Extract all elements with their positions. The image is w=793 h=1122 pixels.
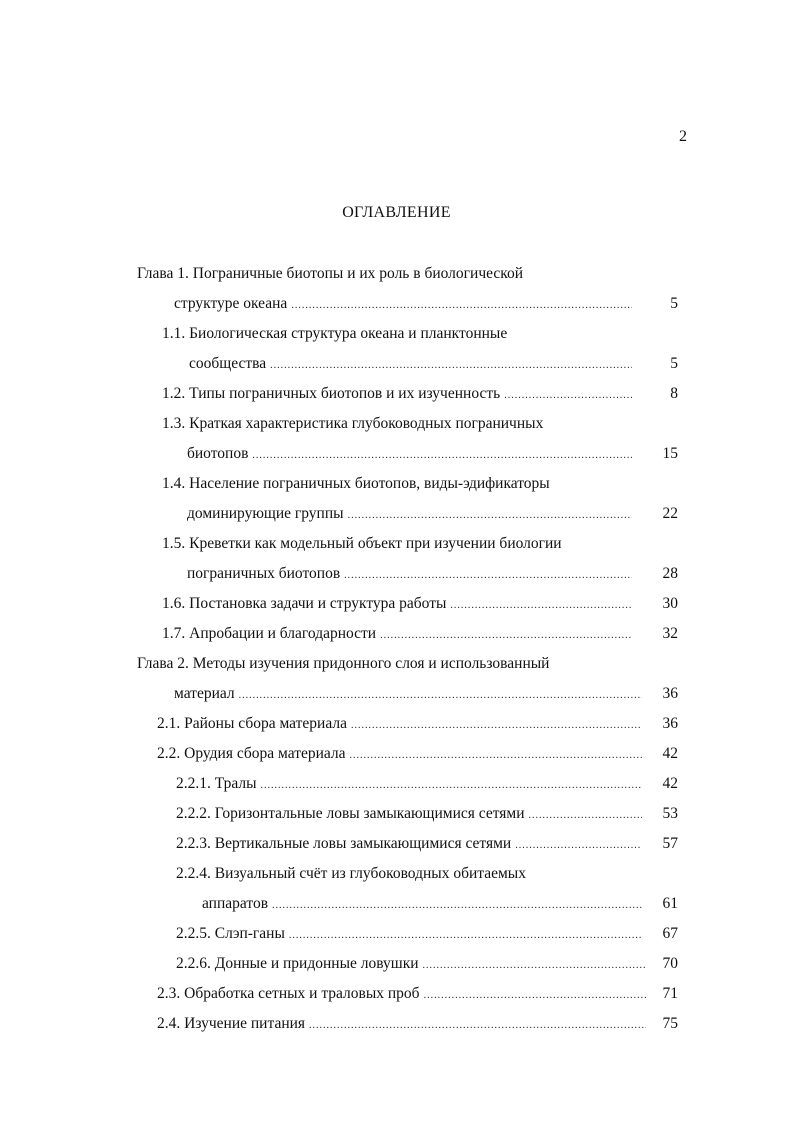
toc-page-number: 22: [662, 505, 678, 522]
toc-section-2-2-4-entry: аппаратов .....: [202, 894, 644, 914]
toc-chapter-1-heading: Глава 1. Пограничные биотопы и их роль в биологической: [137, 265, 524, 282]
toc-section-2-2-4-heading: 2.2.4. Визуальный счёт из глубоководных обитаемых: [176, 865, 526, 882]
toc-section-1-3-entry: биотопов .....: [187, 444, 634, 464]
toc-section-1-5-entry: пограничных биотопов .....: [187, 564, 634, 584]
toc-section-2-3: 2.3. Обработка сетных и траловых проб .....: [157, 984, 648, 1004]
toc-section-1-4-heading: 1.4. Население пограничных биотопов, виды-эдификаторы: [162, 475, 550, 492]
toc-page-number: 5: [670, 355, 678, 372]
toc-section-1-2: 1.2. Типы пограничных биотопов и их изученность .....: [162, 384, 634, 404]
toc-section-1-5-heading: 1.5. Креветки как модельный объект при изучении биологии: [162, 535, 562, 552]
toc-page-number: 32: [662, 625, 678, 642]
toc-chapter-1-entry: структуре океана .....: [174, 294, 634, 314]
toc-page-number: 8: [670, 385, 678, 402]
toc-section-1-6: 1.6. Постановка задачи и структура работы .....: [162, 594, 634, 614]
toc-section-1-1-entry: сообщества .....: [189, 354, 634, 374]
toc-page-number: 61: [662, 895, 678, 912]
toc-page-number: 36: [662, 685, 678, 702]
toc-page-number: 70: [662, 955, 678, 972]
toc-page-number: 75: [662, 1015, 678, 1032]
toc-section-1-4-entry: доминирующие группы .....: [187, 504, 634, 524]
toc-page-number: 42: [662, 775, 678, 792]
toc-section-2-1: 2.1. Районы сбора материала .....: [157, 714, 644, 734]
toc-chapter-2-heading: Глава 2. Методы изучения придонного слоя и использованный: [137, 655, 550, 672]
page-number: 2: [679, 128, 687, 145]
toc-page-number: 15: [662, 445, 678, 462]
toc-page-number: 5: [670, 295, 678, 312]
toc-section-2-2: 2.2. Орудия сбора материала .....: [157, 744, 644, 764]
toc-page-number: 67: [662, 925, 678, 942]
toc-section-2-2-3: 2.2.3. Вертикальные ловы замыкающимися сетями .....: [176, 834, 644, 854]
toc-section-2-2-2: 2.2.2. Горизонтальные ловы замыкающимися сетями .....: [176, 804, 644, 824]
toc-section-1-1-heading: 1.1. Биологическая структура океана и планктонные: [162, 325, 508, 342]
toc-section-2-2-1: 2.2.1. Тралы .....: [176, 774, 644, 794]
toc-page-number: 53: [662, 805, 678, 822]
toc-chapter-2-entry: материал .....: [174, 684, 644, 704]
toc-title: ОГЛАВЛЕНИЕ: [342, 204, 451, 221]
toc-page-number: 57: [662, 835, 678, 852]
toc-section-2-2-6: 2.2.6. Донные и придонные ловушки .....: [176, 954, 648, 974]
toc-section-1-7: 1.7. Апробации и благодарности .....: [162, 624, 634, 644]
toc-page-number: 71: [662, 985, 678, 1002]
toc-section-1-3-heading: 1.3. Краткая характеристика глубоководных пограничных: [162, 415, 544, 432]
toc-page-number: 30: [662, 595, 678, 612]
toc-page-number: 42: [662, 745, 678, 762]
toc-section-2-2-5: 2.2.5. Слэп-ганы .....: [176, 924, 644, 944]
toc-page-number: 28: [662, 565, 678, 582]
toc-page-number: 36: [662, 715, 678, 732]
toc-section-2-4: 2.4. Изучение питания .....: [157, 1014, 648, 1034]
